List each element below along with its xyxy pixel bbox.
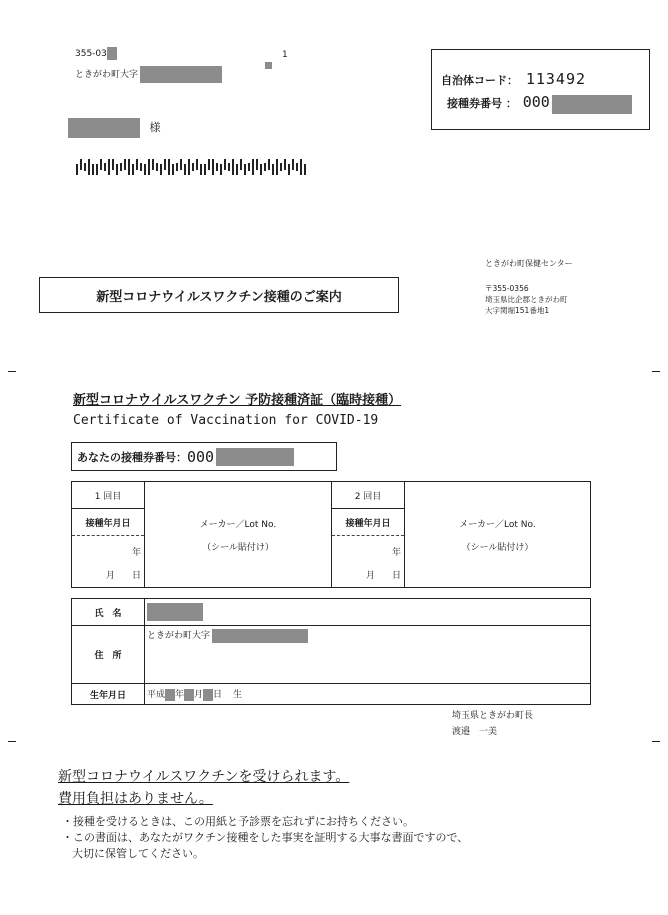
sender-address-1: 埼玉県比企郡ときがわ町 xyxy=(485,295,568,304)
barcode-bar xyxy=(248,163,250,171)
redaction xyxy=(216,448,294,466)
barcode-bar xyxy=(228,163,230,171)
barcode-bar xyxy=(208,159,210,170)
barcode-bar xyxy=(288,164,290,175)
barcode-bar xyxy=(200,164,202,175)
barcode-bar xyxy=(264,163,266,171)
postal-barcode-icon xyxy=(76,159,308,175)
barcode-bar xyxy=(84,163,86,171)
barcode-bar xyxy=(92,164,94,175)
barcode-bar xyxy=(292,159,294,170)
ticket-no-label: 接種券番号 ： xyxy=(447,97,517,110)
barcode-bar xyxy=(272,164,274,175)
barcode-bar xyxy=(296,163,298,171)
barcode-bar xyxy=(176,163,178,171)
your-ticket-value: 000 xyxy=(187,447,215,466)
footer-headline-1: 新型コロナウイルスワクチンを受けられます。 xyxy=(58,769,350,785)
your-ticket-label: あなたの接種券番号： xyxy=(77,450,187,464)
barcode-bar xyxy=(276,159,278,175)
address-value: ときがわ町大字 xyxy=(147,631,211,641)
barcode-bar xyxy=(188,159,190,175)
redaction xyxy=(107,47,117,60)
barcode-bar xyxy=(116,164,118,175)
barcode-bar xyxy=(252,159,254,175)
recipient-name: 様 xyxy=(68,118,161,138)
barcode-bar xyxy=(300,159,302,175)
footer-headline-2: 費用負担はありません。 xyxy=(58,791,213,807)
barcode-bar xyxy=(240,159,242,170)
barcode-bar xyxy=(224,159,226,170)
dose2-label: 2 回目 xyxy=(332,482,405,509)
cut-mark xyxy=(652,371,660,372)
barcode-bar xyxy=(204,164,206,175)
barcode-bar xyxy=(268,159,270,170)
barcode-bar xyxy=(236,164,238,175)
barcode-bar xyxy=(132,164,134,175)
barcode-bar xyxy=(108,159,110,175)
dob-value: 平成 年 月 日 生 xyxy=(145,684,591,705)
dose1-maker-label: メーカー／Lot No. xyxy=(199,519,277,530)
barcode-bar xyxy=(284,159,286,170)
address-cell xyxy=(145,626,591,684)
barcode-bar xyxy=(244,164,246,175)
redaction xyxy=(265,62,272,69)
dose2-seal-label: （シール貼付け） xyxy=(461,542,534,553)
personal-table xyxy=(71,598,591,705)
redaction xyxy=(552,95,632,114)
barcode-bar xyxy=(180,159,182,170)
notice-title: 新型コロナウイルスワクチン接種のご案内 xyxy=(96,289,342,305)
recipient-house-suffix: 1 xyxy=(282,50,288,60)
redaction xyxy=(184,689,194,701)
name-label: 氏 名 xyxy=(72,599,145,626)
ticket-no-value: 000 xyxy=(522,93,550,111)
cut-mark xyxy=(8,741,16,742)
footer-bullet-2: ・この書面は、あなたがワクチン接種をした事実を証明する大事な書面ですので、 xyxy=(62,831,469,844)
notice-title-box xyxy=(39,277,399,313)
barcode-bar xyxy=(140,163,142,171)
municipality-code-value: 113492 xyxy=(525,70,587,88)
issuer-title: 埼玉県ときがわ町長 xyxy=(452,711,534,721)
cut-mark xyxy=(8,371,16,372)
barcode-bar xyxy=(220,164,222,175)
barcode-bar xyxy=(88,159,90,175)
barcode-bar xyxy=(184,164,186,175)
barcode-bar xyxy=(212,159,214,175)
dose2-sticker-area xyxy=(405,482,591,588)
barcode-bar xyxy=(256,159,258,170)
sender-postal: 〒355-0356 xyxy=(485,284,529,293)
dose2-maker-label: メーカー／Lot No. xyxy=(459,519,536,530)
name-value xyxy=(145,599,591,626)
dose1-date-label: 接種年月日 xyxy=(72,509,145,536)
certificate-title-en: Certificate of Vaccination for COVID-19 xyxy=(73,413,379,428)
info-box xyxy=(431,49,650,130)
dose-table xyxy=(71,481,591,588)
barcode-bar xyxy=(260,164,262,175)
barcode-bar xyxy=(148,159,150,175)
redaction xyxy=(165,689,175,701)
barcode-bar xyxy=(160,164,162,175)
barcode-bar xyxy=(104,163,106,171)
redaction xyxy=(68,118,140,138)
barcode-bar xyxy=(152,159,154,170)
redaction xyxy=(140,66,222,83)
sender-name: ときがわ町保健センター xyxy=(485,259,573,268)
your-ticket-box xyxy=(71,442,337,471)
barcode-bar xyxy=(100,159,102,170)
recipient-postal: 355-03 xyxy=(75,47,117,60)
sender-address-2: 大字関堀151番地1 xyxy=(485,306,550,315)
barcode-bar xyxy=(304,164,306,175)
redaction xyxy=(203,689,213,701)
footer-bullet-2-cont: 大切に保管してください。 xyxy=(72,847,204,860)
dose2-date-field: 年 月 日 xyxy=(332,536,405,588)
barcode-bar xyxy=(156,163,158,171)
barcode-bar xyxy=(124,159,126,170)
barcode-bar xyxy=(120,163,122,171)
barcode-bar xyxy=(164,159,166,170)
barcode-bar xyxy=(280,163,282,171)
cut-mark xyxy=(652,741,660,742)
barcode-bar xyxy=(192,163,194,171)
barcode-bar xyxy=(172,164,174,175)
barcode-bar xyxy=(112,159,114,170)
recipient-address: ときがわ町大字 xyxy=(75,66,222,83)
barcode-bar xyxy=(136,159,138,170)
barcode-bar xyxy=(96,164,98,175)
dose1-label: 1 回目 xyxy=(72,482,145,509)
redaction xyxy=(212,629,308,643)
barcode-bar xyxy=(196,159,198,170)
address-label: 住 所 xyxy=(72,626,145,684)
barcode-bar xyxy=(128,159,130,175)
barcode-bar xyxy=(232,159,234,175)
dose2-date-label: 接種年月日 xyxy=(332,509,405,536)
barcode-bar xyxy=(80,159,82,170)
barcode-bar xyxy=(144,164,146,175)
dob-label: 生年月日 xyxy=(72,684,145,705)
certificate-title-jp: 新型コロナウイルスワクチン 予防接種済証（臨時接種） xyxy=(73,393,402,408)
dose1-seal-label: （シール貼付け） xyxy=(202,542,274,553)
barcode-bar xyxy=(216,163,218,171)
issuer-name: 渡邉 一美 xyxy=(452,727,498,737)
redaction xyxy=(147,603,203,621)
footer-bullet-1: ・接種を受けるときは、この用紙と予診票を忘れずにお持ちください。 xyxy=(62,815,414,828)
barcode-bar xyxy=(168,159,170,175)
municipality-code-label: 自治体コード： xyxy=(441,74,518,87)
dose1-date-field: 年 月 日 xyxy=(72,536,145,588)
dose1-sticker-area xyxy=(145,482,332,588)
barcode-bar xyxy=(76,164,78,175)
